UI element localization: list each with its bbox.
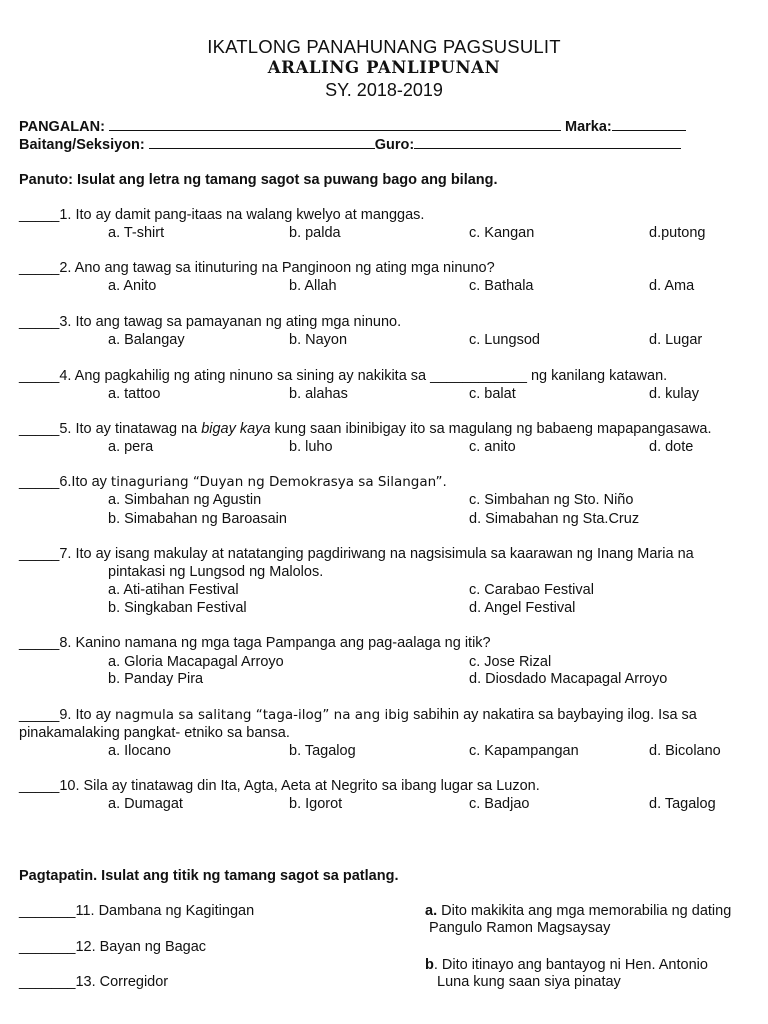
question-text: 3. Ito ang tawag sa pamayanan ng ating mga ninuno. xyxy=(59,314,402,330)
matching-answer-a xyxy=(425,902,731,920)
choice-c: c. Lungsod xyxy=(469,332,540,348)
choice-b: b. Panday Pira xyxy=(108,671,204,687)
name-label: PANGALAN: xyxy=(19,119,105,135)
matching-item-11 xyxy=(19,902,254,920)
answer-blank[interactable]: _____ xyxy=(19,778,60,794)
question-text: 1. Ito ay damit pang-itaas na walang kwelyo at manggas. xyxy=(59,207,425,223)
section-field[interactable] xyxy=(149,135,375,149)
answer-blank[interactable]: _______ xyxy=(19,939,76,955)
question-4 xyxy=(19,367,667,385)
choice-b: b. Tagalog xyxy=(289,743,356,759)
choice-d: d. kulay xyxy=(649,386,699,402)
answer-blank[interactable]: _______ xyxy=(19,903,76,919)
choice-c: c. Bathala xyxy=(469,278,534,294)
question-text: 9. Ito ay xyxy=(59,707,115,723)
answer-blank[interactable]: _____ xyxy=(19,474,60,490)
question-text: 10. Sila ay tinatawag din Ita, Agta, Aeta at Negrito sa ibang lugar sa Luzon. xyxy=(59,778,540,794)
matching-text: 12. Bayan ng Bagac xyxy=(75,939,207,955)
choice-c: c. Simbahan ng Sto. Niño xyxy=(469,492,634,508)
choice-d: d. Diosdado Macapagal Arroyo xyxy=(469,671,668,687)
choice-c: c. Kapampangan xyxy=(469,743,579,759)
choice-a: a. Gloria Macapagal Arroyo xyxy=(108,654,284,670)
score-label: Marka: xyxy=(564,119,612,135)
answer-letter: b xyxy=(425,957,434,973)
answer-letter: a. xyxy=(425,903,438,919)
question-3 xyxy=(19,313,401,331)
answer-blank[interactable]: _____ xyxy=(19,207,60,223)
choice-c: c. Badjao xyxy=(469,796,530,812)
matching-item-13 xyxy=(19,973,168,991)
question-text-alt: tinaguriang “Duyan ng Demokrasya sa Silangan”. xyxy=(110,474,447,490)
name-row xyxy=(19,117,686,136)
choice-d: d. Tagalog xyxy=(649,796,716,812)
question-10 xyxy=(19,777,540,795)
choice-b: b. Allah xyxy=(289,278,337,294)
choice-b: b. Singkaban Festival xyxy=(108,600,247,616)
choice-d: d. Simabahan ng Sta.Cruz xyxy=(469,511,640,527)
section-label: Baitang/Seksiyon: xyxy=(19,137,145,153)
matching-answer-a-line2: Pangulo Ramon Magsaysay xyxy=(429,920,611,936)
name-field[interactable] xyxy=(109,117,561,131)
matching-answer-b xyxy=(425,956,708,974)
answer-blank[interactable]: _____ xyxy=(19,314,60,330)
teacher-field[interactable] xyxy=(414,135,681,149)
choice-a: a. Anito xyxy=(108,278,157,294)
question-italic-term: bigay kaya xyxy=(201,421,271,437)
question-text-end: kung saan ibinibigay ito sa magulang ng babaeng mapapangasawa. xyxy=(270,421,712,437)
choice-a: a. Dumagat xyxy=(108,796,183,812)
school-year: SY. 2018-2019 xyxy=(325,80,443,100)
choice-a: a. T-shirt xyxy=(108,225,165,241)
question-6 xyxy=(19,473,447,491)
answer-text: Dito makikita ang mga memorabilia ng dating xyxy=(437,903,732,919)
choice-d: d. Bicolano xyxy=(649,743,721,759)
answer-blank[interactable]: _____ xyxy=(19,635,60,651)
matching-text: 11. Dambana ng Kagitingan xyxy=(75,903,255,919)
choice-b: b. palda xyxy=(289,225,341,241)
question-text-end: sabihin ay nakatira sa baybaying ilog. Isa sa xyxy=(409,707,697,723)
choice-c: c. Carabao Festival xyxy=(469,582,594,598)
choice-a: a. Simbahan ng Agustin xyxy=(108,492,262,508)
question-text: 8. Kanino namana ng mga taga Pampanga ang pag-aalaga ng itik? xyxy=(59,635,491,651)
answer-blank[interactable]: _____ xyxy=(19,707,60,723)
choice-d: d. Lugar xyxy=(649,332,703,348)
matching-text: 13. Corregidor xyxy=(75,974,169,990)
answer-blank[interactable]: _____ xyxy=(19,260,60,276)
choice-d: d. Angel Festival xyxy=(469,600,576,616)
answer-blank[interactable]: _______ xyxy=(19,974,76,990)
choice-b: b. Igorot xyxy=(289,796,343,812)
question-9-line2: pinakamalaking pangkat- etniko sa bansa. xyxy=(19,725,290,741)
question-1 xyxy=(19,206,424,224)
question-8 xyxy=(19,634,491,652)
answer-blank[interactable]: _____ xyxy=(19,421,60,437)
answer-text: . Dito itinayo ang bantayog ni Hen. Antonio xyxy=(433,957,708,973)
question-text: 2. Ano ang tawag sa itinuturing na Panginoon ng ating mga ninuno? xyxy=(59,260,495,276)
choice-b: b. alahas xyxy=(289,386,348,402)
question-2 xyxy=(19,259,495,277)
matching-answer-b-line2: Luna kung saan siya pinatay xyxy=(437,974,621,990)
choice-d: d. dote xyxy=(649,439,694,455)
question-5 xyxy=(19,420,712,438)
choice-d: d.putong xyxy=(649,225,706,241)
choice-a: a. Ati-atihan Festival xyxy=(108,582,239,598)
question-text: 7. Ito ay isang makulay at natatanging pagdiriwang na nagsisimula sa kaarawan ng Inang Maria na xyxy=(59,546,694,562)
question-text: 5. Ito ay tinatawag na xyxy=(59,421,202,437)
part1-instructions: Panuto: Isulat ang letra ng tamang sagot sa puwang bago ang bilang. xyxy=(19,172,498,188)
choice-c: c. Jose Rizal xyxy=(469,654,552,670)
choice-a: a. Ilocano xyxy=(108,743,171,759)
part2-instructions: Pagtapatin. Isulat ang titik ng tamang sagot sa patlang. xyxy=(19,868,399,884)
score-field[interactable] xyxy=(612,117,686,131)
choice-d: d. Ama xyxy=(649,278,695,294)
section-row xyxy=(19,135,681,154)
answer-blank[interactable]: _____ xyxy=(19,546,60,562)
question-text: 6.Ito ay xyxy=(59,474,111,490)
choice-b: b. Simabahan ng Baroasain xyxy=(108,511,287,527)
question-7-line2: pintakasi ng Lungsod ng Malolos. xyxy=(108,564,324,580)
choice-a: a. Balangay xyxy=(108,332,185,348)
choice-c: c. balat xyxy=(469,386,516,402)
choice-b: b. Nayon xyxy=(289,332,348,348)
subject-title: ARALING PANLIPUNAN xyxy=(267,58,501,77)
choice-c: c. Kangan xyxy=(469,225,535,241)
choice-a: a. tattoo xyxy=(108,386,161,402)
choice-b: b. luho xyxy=(289,439,333,455)
question-text-alt: nagmula sa salitang “taga-ilog” na ang ibig xyxy=(114,707,410,723)
question-9 xyxy=(19,706,697,724)
exam-title: IKATLONG PANAHUNANG PAGSUSULIT xyxy=(207,36,561,57)
question-text: 4. Ang pagkahilig ng ating ninuno sa sining ay nakikita sa ____________ ng kanilang katawan. xyxy=(59,368,668,384)
question-7 xyxy=(19,545,694,563)
answer-blank[interactable]: _____ xyxy=(19,368,60,384)
teacher-label: Guro: xyxy=(374,137,415,153)
choice-a: a. pera xyxy=(108,439,154,455)
choice-c: c. anito xyxy=(469,439,516,455)
matching-item-12 xyxy=(19,938,206,956)
